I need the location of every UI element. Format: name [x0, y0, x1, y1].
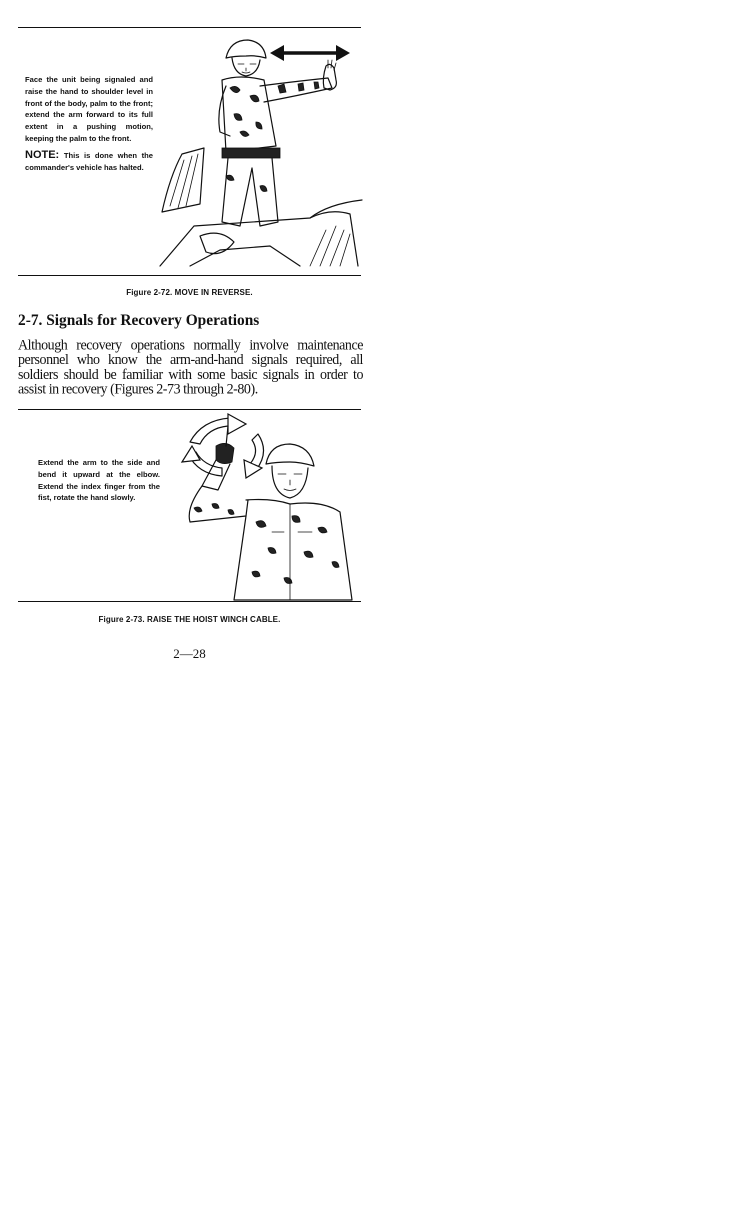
figure-73-illustration-soldier-rotating-hand [172, 412, 362, 600]
figure-72-illustration-soldier-on-vehicle [160, 36, 362, 270]
figure-72-text [25, 74, 153, 173]
figure-73-instruction: Extend the arm to the side and bend it upward at the elbow. Extend the index finger from the fist, rotate the hand slowly. [38, 458, 160, 503]
figure-73-bottom-rule [18, 601, 361, 602]
figure-73-top-rule [18, 409, 361, 410]
figure-72-caption: Figure 2-72. MOVE IN REVERSE. [126, 288, 253, 297]
figure-72-bottom-rule [18, 275, 361, 276]
double-arrow-icon [270, 45, 350, 61]
page-number: 2—28 [173, 646, 206, 661]
figure-72-note [25, 150, 153, 174]
figure-73-caption: Figure 2-73. RAISE THE HOIST WINCH CABLE. [98, 615, 281, 624]
section-heading: 2-7. Signals for Recovery Operations [18, 312, 260, 329]
section-paragraph: Although recovery operations normally involve maintenance personnel who know the arm-and-hand signals required, all soldiers should be familiar with some basic signals in order to assist in recovery (Figures 2-73 through 2-80). [18, 337, 363, 398]
figure-73-text [38, 457, 160, 504]
note-label: NOTE: [25, 148, 60, 161]
figure-72-instruction: Face the unit being signaled and raise the hand to shoulder level in front of the body, palm to the front; extend the arm forward to its full extent in a pushing motion, keeping the palm to the front. [25, 75, 153, 143]
note-text: This is done when the commander's vehicle has halted. [25, 150, 153, 172]
figure-72-top-rule [18, 27, 361, 28]
